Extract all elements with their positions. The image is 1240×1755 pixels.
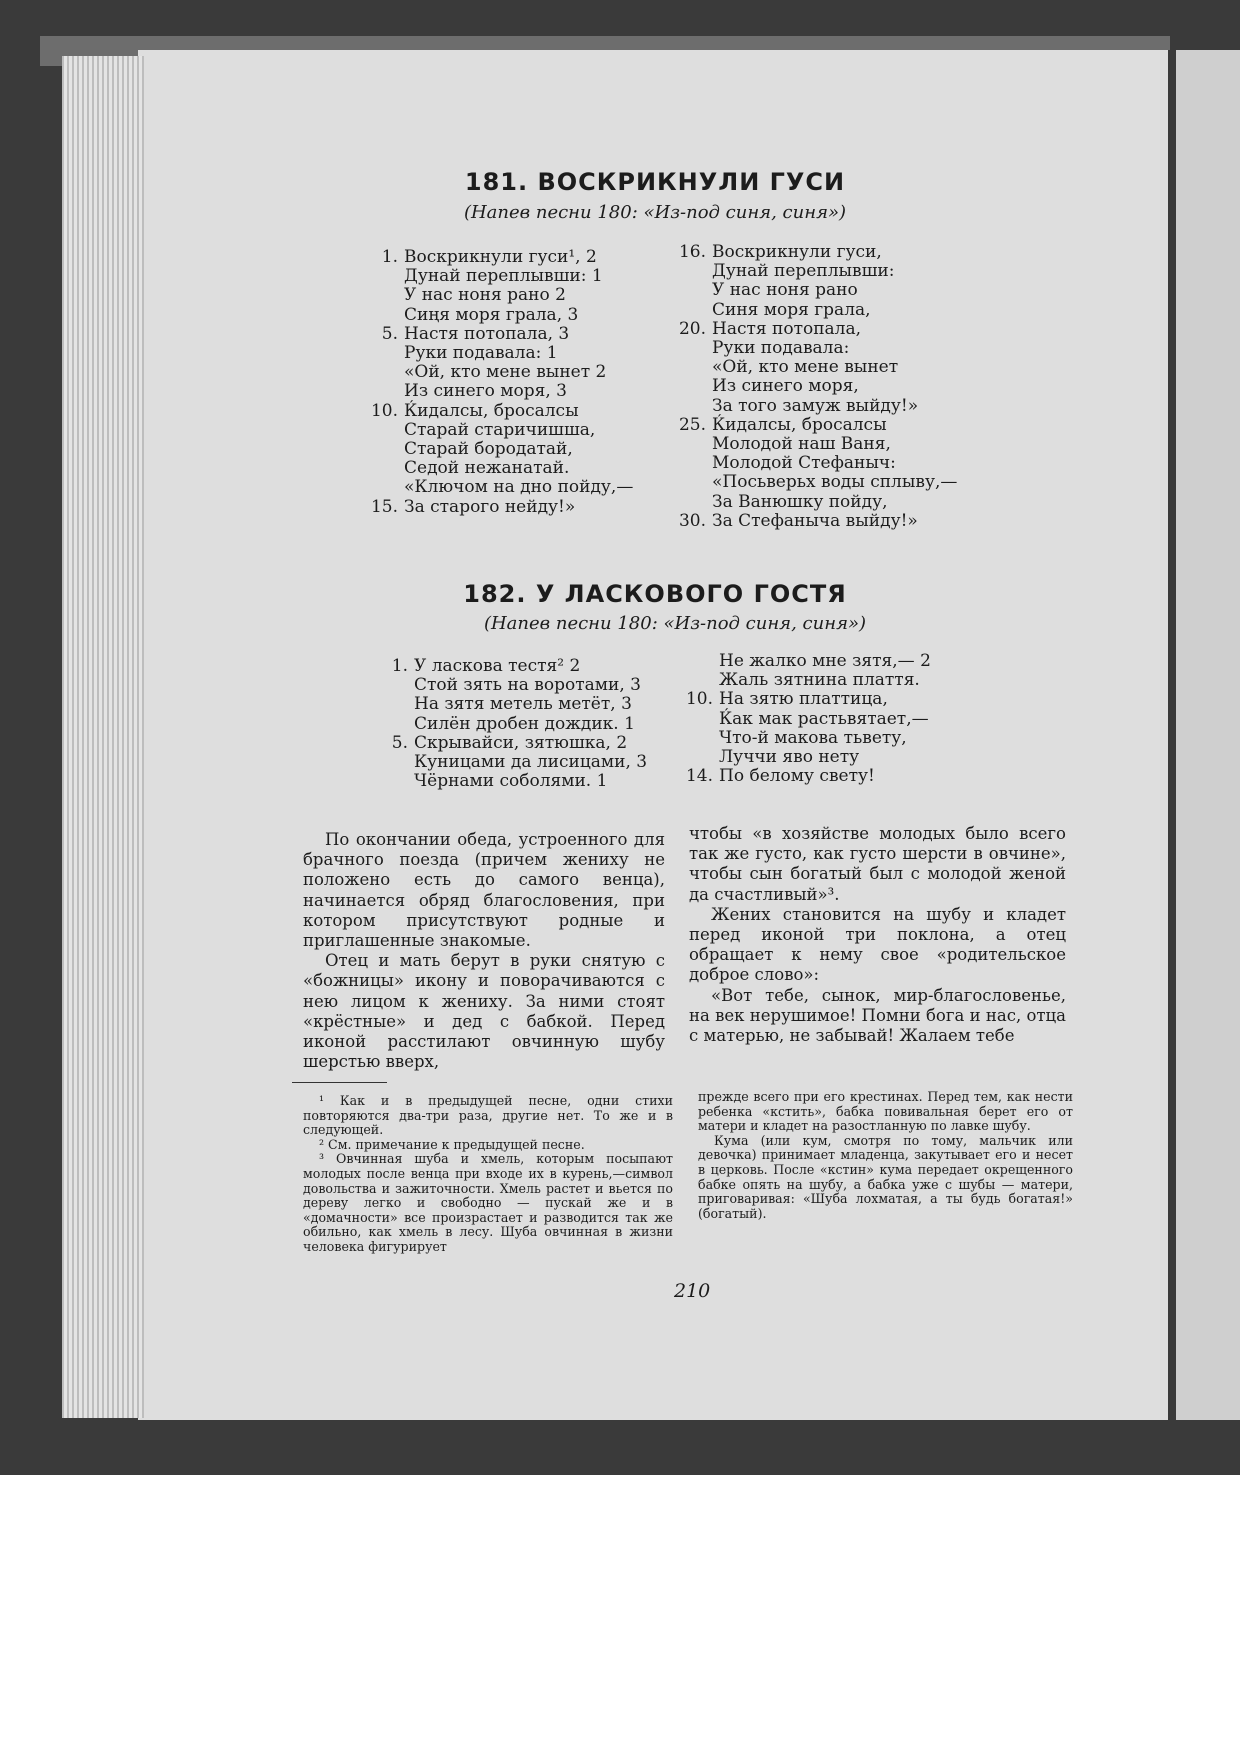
song-181-verse-column-2 (678, 242, 958, 531)
song-181-title: 181. ВОСКРИКНУЛИ ГУСИ (464, 168, 846, 196)
verse-line: 10. На зятю платтица, (685, 689, 888, 710)
verse-line: 1. У ласкова тестя² 2 (391, 656, 581, 676)
prose-paragraph: Жених становится на шубу и кладет перед иконой три поклона, а отец обращает к нему свое «родительское доброе слово»: (689, 904, 1066, 985)
verse-line: 20. Настя потопала, (678, 318, 862, 339)
verse-line: 10. Ќидалсы, бросалсы (370, 400, 579, 421)
verse-line: За того замуж выйду!» (712, 395, 919, 416)
song-181-verse-column-1 (370, 247, 634, 517)
verse-line: Руки подавала: (712, 338, 850, 359)
verse-line: Луччи яво нету (719, 747, 860, 768)
verse-line: Старай бородатай, (404, 439, 573, 460)
verse-line: 16. Воскрикнули гуси, (678, 242, 882, 262)
footnote: Кума (или кум, смотря по тому, мальчик или девочка) принимает младенца, закутывает его и несет в церковь. После «кстин» кума передает окрещенного бабке опять на шубу, а бабка уже с шубы — матери, приговаривая: «Шуба лохматая, а ты будь богатая!» (богатый). (698, 1132, 1073, 1221)
verse-line: 30. За Стефаныча выйду!» (678, 510, 918, 531)
verse-line: Не жалко мне зятя,— 2 (719, 651, 931, 671)
verse-line: Дунай переплывши: (712, 261, 895, 282)
footnote-separator (292, 1082, 387, 1083)
verse-line: Из синего моря, 3 (404, 381, 567, 402)
verse-line: «Ой, кто мене вынет 2 (404, 362, 607, 383)
song-182-subtitle: (Напев песни 180: «Из-под синя, синя») (483, 613, 867, 634)
verse-line: «Ой, кто мене вынет (712, 357, 899, 378)
footnote: ³ Овчинная шуба и хмель, которым посыпают молодых после венца при входе их в курень,—символ довольства и зажиточности. Хмель растет и вьется по дереву легко и свободно — пускай же и в «домачности» все произрастает и разводится так же обильно, как хмель в лесу. Шуба овчинная в жизни человека фигурирует (303, 1151, 673, 1254)
footnote: ¹ Как и в предыдущей песне, одни стихи повторяются два-три раза, другие нет. То же и в следующей. (303, 1093, 673, 1138)
verse-line: У нас ноня рано 2 (404, 285, 566, 306)
verse-line: Старай старичишша, (404, 419, 596, 440)
verse-line: Жаль зятнина плаття. (719, 670, 920, 691)
footnote: ² См. примечание к предыдущей песне. (319, 1136, 585, 1152)
footnotes-right-column (698, 1090, 1073, 1221)
verse-line: 5. Настя потопала, 3 (381, 323, 570, 344)
verse-line: «Посьверьх воды сплыву,— (712, 472, 958, 493)
page-stack-edges (62, 56, 144, 1418)
song-182-verse-column-1 (391, 656, 648, 792)
page-number: 210 (674, 1280, 711, 1302)
prose-paragraph: По окончании обеда, устроенного для брачного поезда (причем жениху не положено есть до самого венца), начинается обряд благословения, при котором присутствуют родные и приглашенные знакомые. (303, 830, 665, 951)
song-182-verse-column-2 (685, 651, 931, 787)
song-181-subtitle: (Напев песни 180: «Из-под синя, синя») (463, 202, 847, 223)
verse-line: У нас ноня рано (712, 280, 858, 301)
verse-line: Синя моря грала, (712, 299, 871, 320)
verse-line: 5. Скрывайси, зятюшка, 2 (391, 732, 628, 753)
verse-line: Куницами да лисицами, 3 (414, 752, 648, 773)
verse-line: Дунай переплывши: 1 (404, 266, 603, 287)
verse-line: Силён дробен дождик. 1 (414, 713, 635, 734)
prose-paragraph: Отец и мать берут в руки снятую с «божницы» икону и поворачиваются с нею лицом к жениху. За ними стоят «крёстные» и дед с бабкой. Перед иконой расстилают овчинную шубу шерстью вверх, (303, 951, 665, 1072)
verse-line: Ќак мак растьвятает,— (719, 708, 929, 729)
verse-line: 1. Воскрикнули гуси¹, 2 (381, 247, 597, 267)
facing-page-edge (1166, 50, 1240, 1420)
verse-line: Молодой Стефаныч: (712, 453, 896, 474)
verse-line: Седой нежанатай. (404, 458, 570, 479)
verse-line: На зятя метель метёт, 3 (414, 694, 632, 715)
prose-right-column (689, 824, 1066, 1046)
verse-line: Руки подавала: 1 (404, 343, 558, 364)
verse-line: Что-й макова тьвету, (719, 727, 907, 748)
verse-line: 15. За старого нейду!» (370, 496, 576, 517)
verse-line: Сиңя моря грала, 3 (404, 304, 579, 325)
footnotes-left-column (303, 1094, 673, 1255)
verse-line: Чёрнами соболями. 1 (414, 771, 608, 792)
prose-paragraph: «Вот тебе, сынок, мир-благословенье, на век нерушимое! Помни бога и нас, отца с матерью, не забывай! Жалаем тебе (689, 985, 1066, 1046)
verse-line: 25. Ќидалсы, бросалсы (678, 414, 887, 435)
song-182-title: 182. У ЛАСКОВОГО ГОСТЯ (463, 580, 847, 608)
verse-line: Из синего моря, (712, 376, 859, 397)
prose-paragraph: чтобы «в хозяйстве молодых было всего так же густо, как густо шерсти в овчине», чтобы сын богатый был с молодой женой да счастливый»³. (689, 824, 1066, 904)
verse-line: Молодой наш Ваня, (712, 434, 891, 455)
verse-line: «Ключом на дно пойду,— (404, 477, 634, 498)
verse-line: За Ванюшку пойду, (712, 491, 888, 512)
verse-line: 14. По белому свету! (685, 766, 875, 787)
verse-line: Стой зять на воротами, 3 (414, 675, 641, 696)
prose-left-column (303, 830, 665, 1072)
footnote: прежде всего при его крестинах. Перед тем, как нести ребенка «кстить», бабка повивальная берет его от матери и кладет на разостланную по лавке шубу. (698, 1089, 1073, 1134)
